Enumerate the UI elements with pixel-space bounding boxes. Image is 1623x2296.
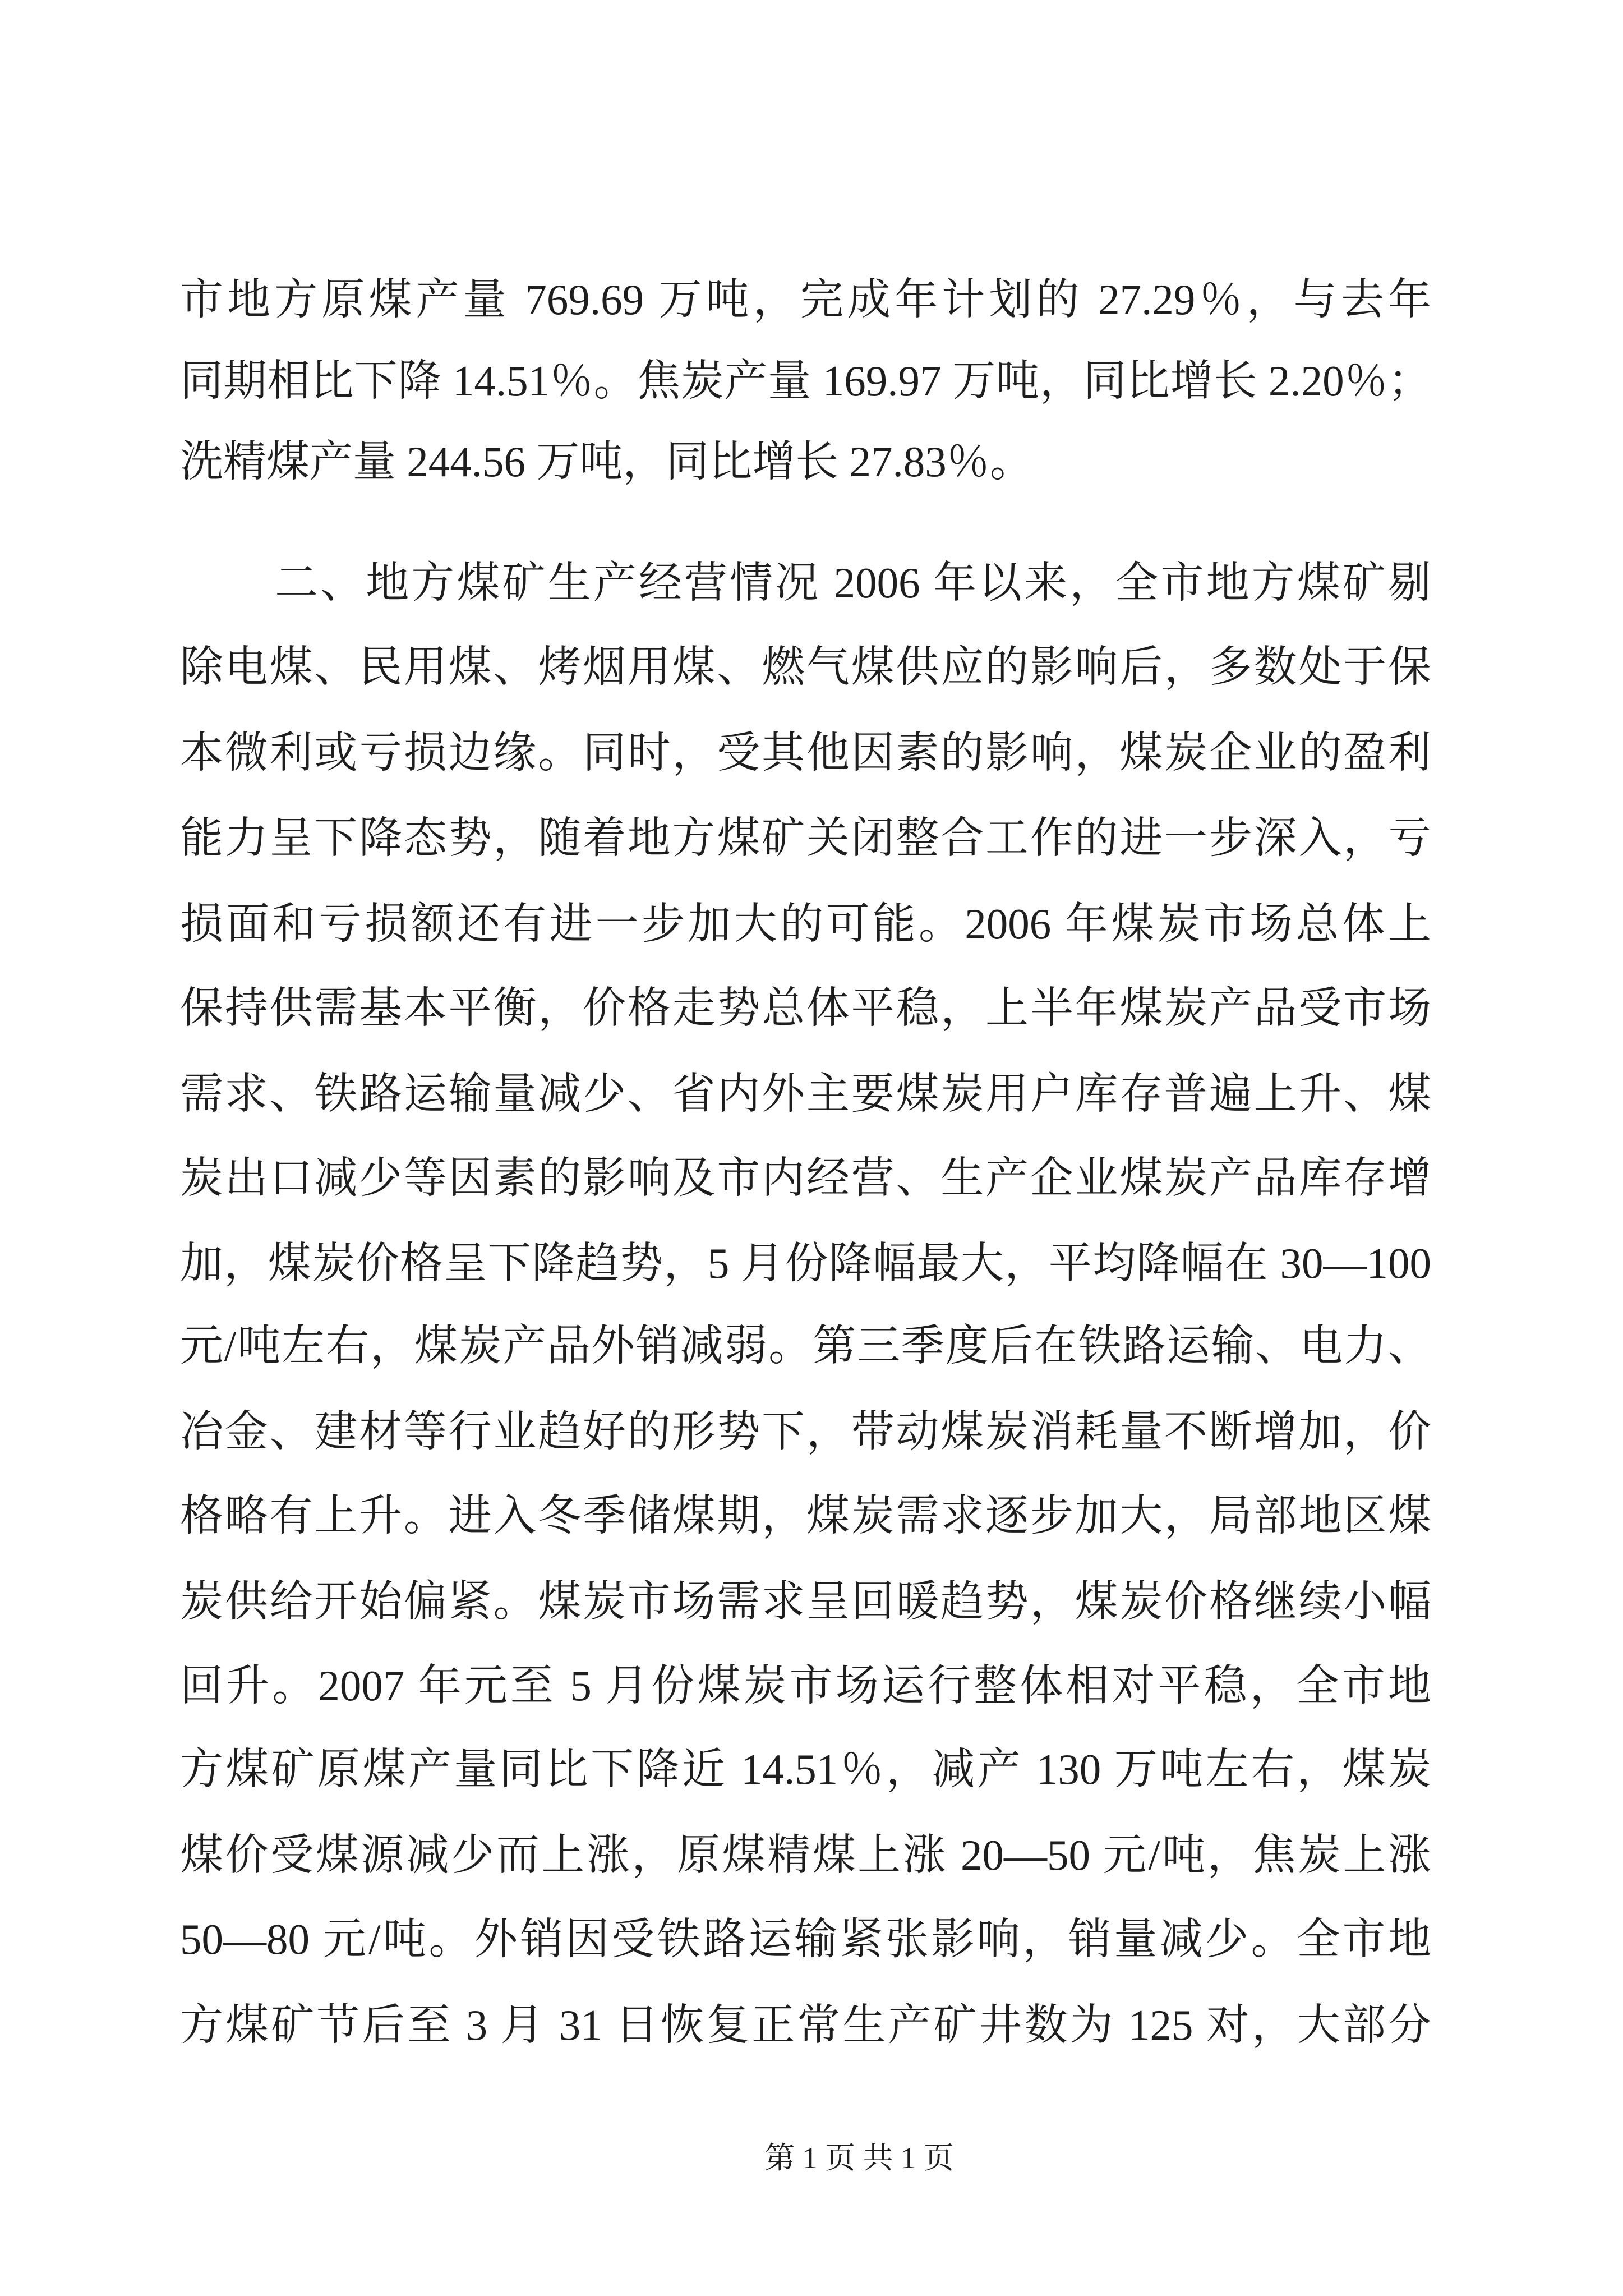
text-line: 格略有上升。进入冬季储煤期，煤炭需求逐步加大，局部地区煤 xyxy=(180,1492,1431,1540)
text-line: 回升。2007 年元至 5 月份煤炭市场运行整体相对平稳，全市地 xyxy=(180,1662,1431,1710)
text-line: 同期相比下降 14.51％。焦炭产量 169.97 万吨，同比增长 2.20％； xyxy=(180,357,1431,405)
text-line: 除电煤、民用煤、烤烟用煤、燃气煤供应的影响后，多数处于保 xyxy=(180,643,1431,691)
text-line: 需求、铁路运输量减少、省内外主要煤炭用户库存普遍上升、煤 xyxy=(180,1070,1431,1118)
text-line: 炭供给开始偏紧。煤炭市场需求呈回暖趋势，煤炭价格继续小幅 xyxy=(180,1577,1431,1626)
text-line: 能力呈下降态势，随着地方煤矿关闭整合工作的进一步深入，亏 xyxy=(180,814,1431,862)
text-line: 煤价受煤源减少而上涨，原煤精煤上涨 20—50 元/吨，焦炭上涨 xyxy=(180,1831,1431,1879)
text-line: 本微利或亏损边缘。同时，受其他因素的影响，煤炭企业的盈利 xyxy=(180,729,1431,777)
text-line: 冶金、建材等行业趋好的形势下，带动煤炭消耗量不断增加，价 xyxy=(180,1407,1431,1456)
section-heading-line: 二、地方煤矿生产经营情况 2006 年以来，全市地方煤矿剔 xyxy=(275,559,1431,607)
text-line: 元/吨左右，煤炭产品外销减弱。第三季度后在铁路运输、电力、 xyxy=(180,1322,1431,1370)
text-line: 损面和亏损额还有进一步加大的可能。2006 年煤炭市场总体上 xyxy=(180,900,1431,948)
text-line: 市地方原煤产量 769.69 万吨，完成年计划的 27.29％，与去年 xyxy=(180,275,1431,324)
text-line: 方煤矿节后至 3 月 31 日恢复正常生产矿井数为 125 对，大部分 xyxy=(180,2001,1431,2049)
page-number-footer: 第 1 页 共 1 页 xyxy=(764,2141,954,2175)
text-line: 加，煤炭价格呈下降趋势，5 月份降幅最大，平均降幅在 30—100 xyxy=(180,1239,1431,1287)
text-line: 炭出口减少等因素的影响及市内经营、生产企业煤炭产品库存增 xyxy=(180,1154,1431,1202)
text-line: 洗精煤产量 244.56 万吨，同比增长 27.83％。 xyxy=(180,438,1033,486)
text-line: 50—80 元/吨。外销因受铁路运输紧张影响，销量减少。全市地 xyxy=(180,1915,1431,1963)
text-line: 保持供需基本平衡，价格走势总体平稳，上半年煤炭产品受市场 xyxy=(180,984,1431,1032)
text-line: 方煤矿原煤产量同比下降近 14.51％，减产 130 万吨左右，煤炭 xyxy=(180,1745,1431,1793)
